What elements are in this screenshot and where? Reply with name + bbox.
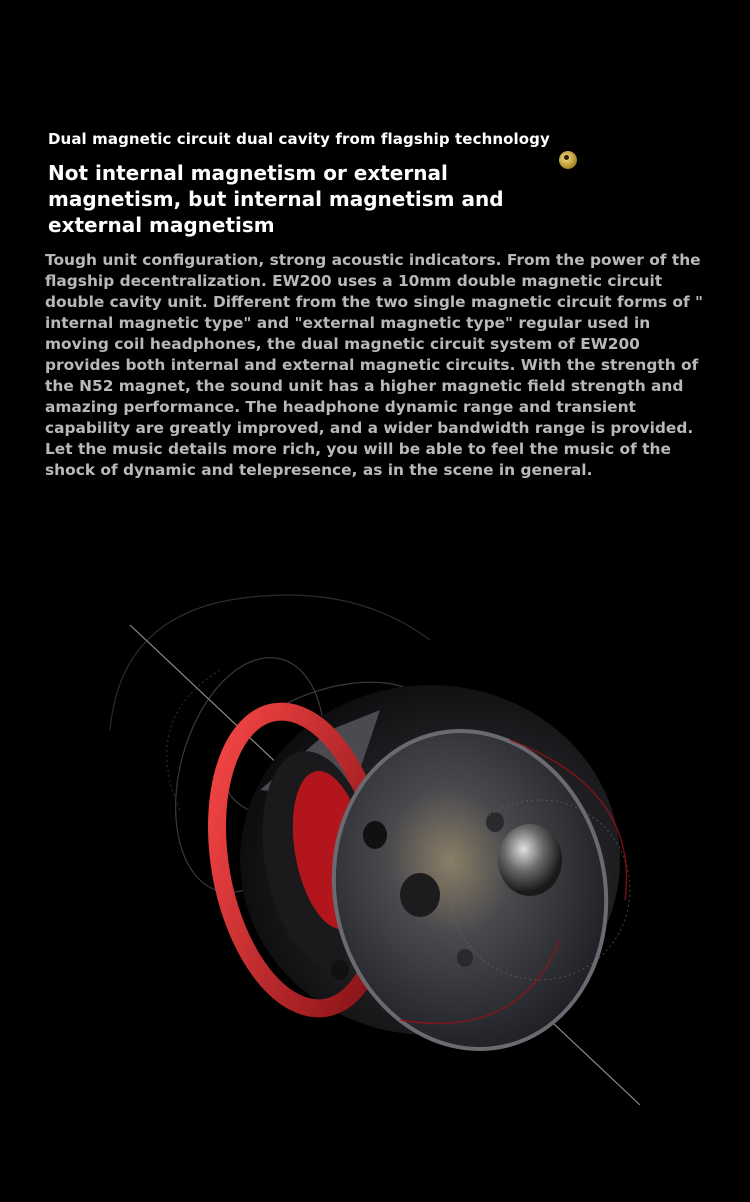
- subtitle: Dual magnetic circuit dual cavity from flagship technology: [48, 130, 550, 148]
- gold-dot-icon: [559, 151, 577, 169]
- speaker-driver-illustration: [0, 560, 750, 1120]
- headline: Not internal magnetism or external magnetism, but internal magnetism and external magnetism: [48, 161, 504, 237]
- driver-body: [195, 685, 635, 1075]
- description-paragraph: Tough unit configuration, strong acoustic indicators. From the power of the flagship decentralization. EW200 uses a 10mm double magnetic circuit double cavity unit. Different from the two single magnetic circuit forms of " internal magnetic type" and "external magnetic type" regular used in moving coil headphones, the dual magnetic circuit system of EW200 provides both internal and external magnetic circuits. With the strength of the N52 magnet, the sound unit has a higher magnetic field strength and amazing performance. The headphone dynamic range and transient capability are greatly improved, and a wider bandwidth range is provided. Let the music details more rich, you will be able to feel the music of the shock of dynamic and telepresence, as in the scene in general.: [45, 251, 704, 479]
